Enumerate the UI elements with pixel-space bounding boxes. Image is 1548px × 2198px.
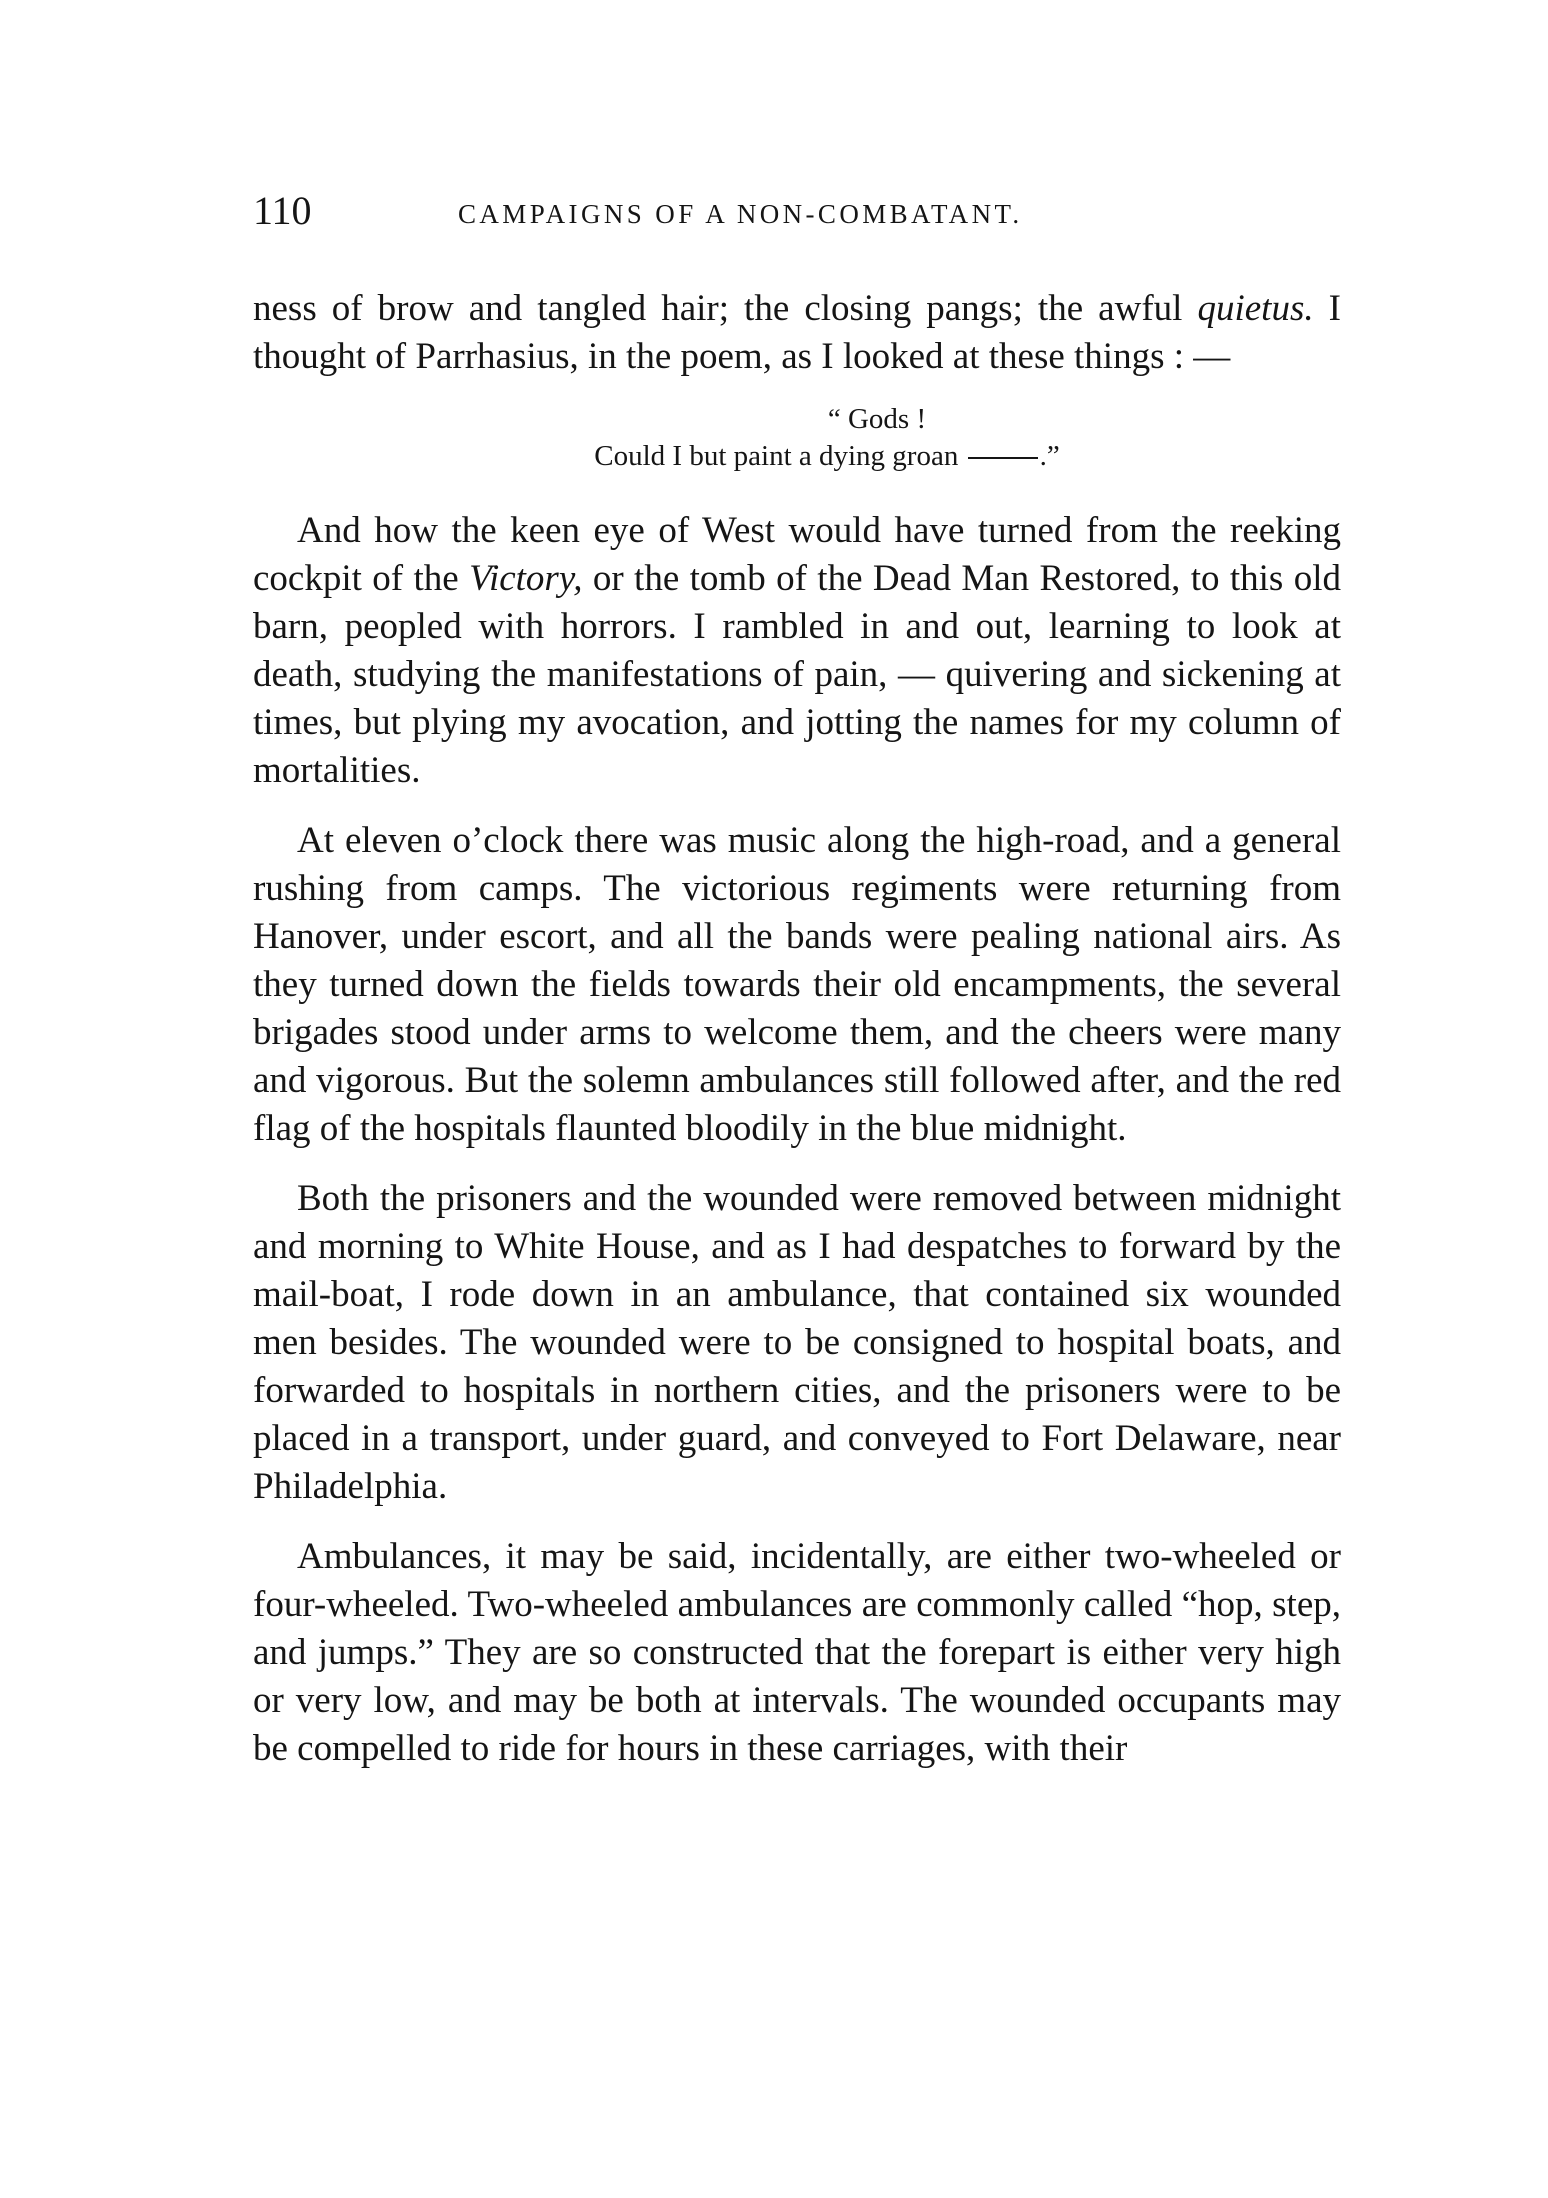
- em-dash-rule: [968, 457, 1038, 459]
- verse-line-2-end: .”: [1039, 440, 1060, 472]
- verse-line-2-text: Could I but paint a dying groan: [594, 440, 959, 472]
- opening-italic-word: quietus.: [1197, 288, 1314, 329]
- west-text-part1: And how the keen eye of West would have turned from the reeking cockpit of the: [253, 510, 1341, 599]
- paragraph-west: [253, 507, 1341, 795]
- verse-line-1: “ Gods !: [827, 403, 927, 435]
- paragraph-prisoners: Both the prisoners and the wounded were removed between midnight and morning to White House, and as I had despatches to forward by the mail-boat, I rode down in an ambulance, that contained six wounded men besides. The wounded were to be consigned to hospital boats, and forwarded to hospitals in northern cities, and the prisoners were to be placed in a transport, under guard, and conveyed to Fort Delaware, near Philadelphia.: [253, 1178, 1341, 1507]
- page-header: [253, 186, 1353, 236]
- verse-quotation: [253, 401, 1341, 475]
- opening-text-part2: I thought of Parrhasius, in the poem, as I looked at these things : —: [253, 288, 1342, 377]
- west-italic-word: Victory,: [469, 558, 583, 599]
- body-text: [253, 285, 1341, 1773]
- paragraph-eleven-oclock: At eleven o’clock there was music along the high-road, and a general rushing from camps. The victorious regiments were returning from Hanover, under escort, and all the bands were pealing national airs. As they turned down the fields towards their old encampments, the several brigades stood under arms to welcome them, and the cheers were many and vigorous. But the solemn ambulances still followed after, and the red flag of the hospitals flaunted bloodily in the blue midnight.: [253, 820, 1341, 1149]
- running-head: CAMPAIGNS OF A NON-COMBATANT.: [458, 199, 1023, 229]
- opening-text-part1: ness of brow and tangled hair; the closing pangs; the awful: [253, 288, 1198, 329]
- paragraph-opening: [253, 285, 1341, 381]
- verse-line-2: [253, 438, 1341, 475]
- page-number: 110: [253, 188, 312, 233]
- paragraph-ambulances: Ambulances, it may be said, incidentally, are either two-wheeled or four-wheeled. Two-wheeled ambulances are commonly called “hop, step, and jumps.” They are so constructed that the forepart is either very high or very low, and may be both at intervals. The wounded occupants may be compelled to ride for hours in these carriages, with their: [253, 1536, 1341, 1769]
- west-text-part2: or the tomb of the Dead Man Restored, to this old barn, peopled with horrors. I rambled in and out, learning to look at death, studying the manifestations of pain, — quivering and sickening at times, but plying my avocation, and jotting the names for my column of mortalities.: [253, 558, 1341, 791]
